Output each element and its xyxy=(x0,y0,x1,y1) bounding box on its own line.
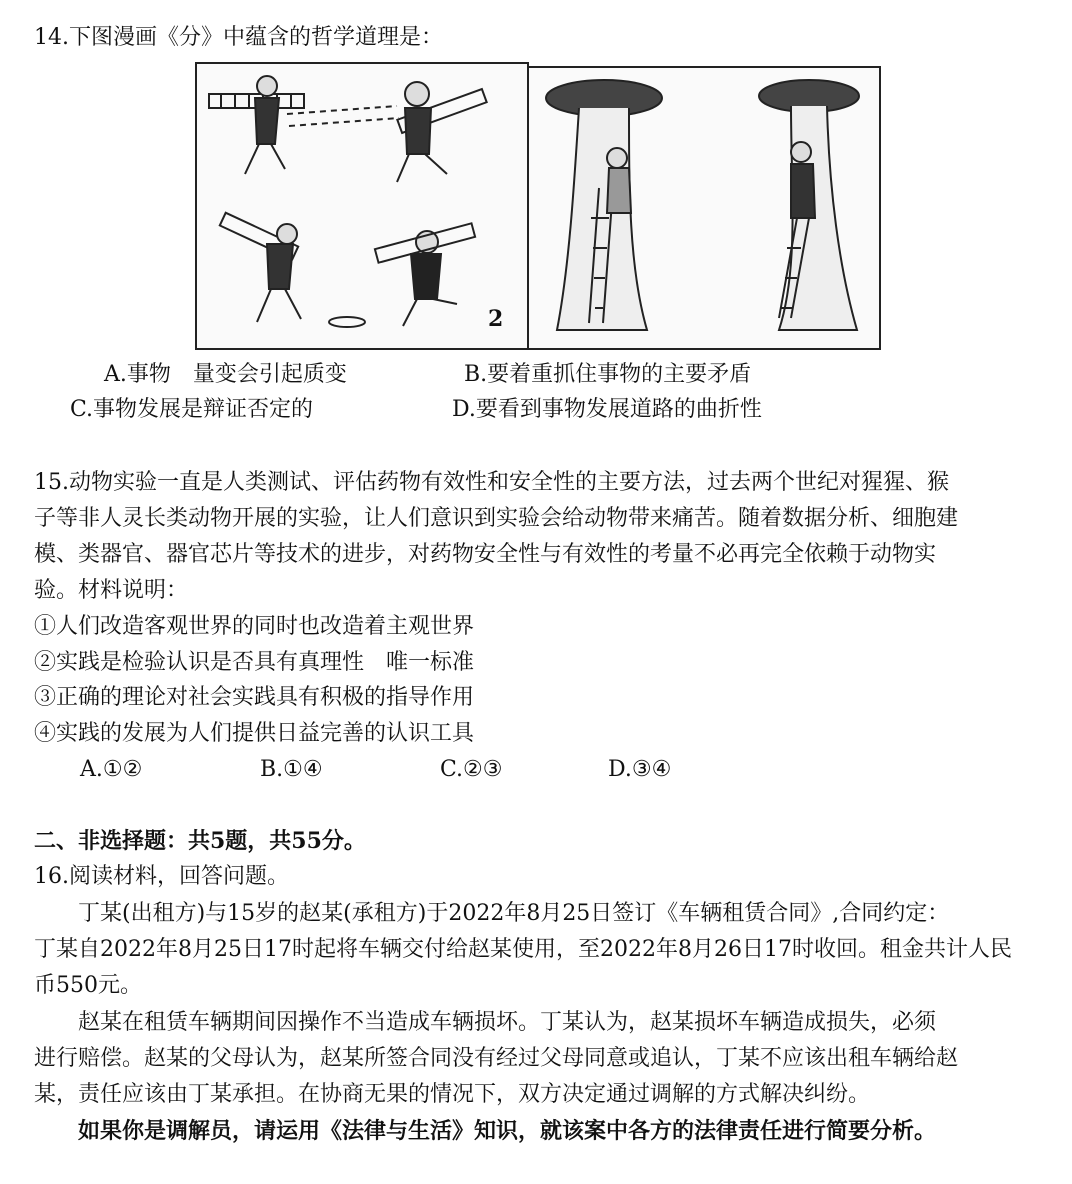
section-heading: 二、非选择题：共5题，共55分。 xyxy=(34,828,366,854)
q16-para2-line-2: 进行赔偿。赵某的父母认为，赵某所签合同没有经过父母同意或追认，丁某不应该出租车辆给赵 xyxy=(34,1046,959,1071)
q16-stem: 16.阅读材料，回答问题。 xyxy=(34,864,289,889)
q15-stem-line-3: 模、类器官、器官芯片等技术的进步，对药物安全性与有效性的考量不必再完全依赖于动物实 xyxy=(34,542,937,567)
q15-option-c[interactable]: C.②③ xyxy=(440,757,503,782)
q15-option-a[interactable]: A.①② xyxy=(80,757,143,782)
q14-stem: 14.下图漫画《分》中蕴含的哲学道理是： xyxy=(34,25,443,50)
q16-para2-line-3: 某，责任应该由丁某承担。在协商无果的情况下，双方决定通过调解的方式解决纠纷。 xyxy=(34,1082,871,1107)
q15-option-b[interactable]: B.①④ xyxy=(260,757,323,782)
q14-option-b[interactable]: B.要着重抓住事物的主要矛盾 xyxy=(464,362,752,387)
q16-question: 如果你是调解员，请运用《法律与生活》知识，就该案中各方的法律责任进行简要分析。 xyxy=(34,1118,937,1144)
q14-option-c[interactable]: C.事物发展是辩证否定的 xyxy=(70,397,314,422)
comic-panel-tree xyxy=(527,66,881,350)
q15-statement-4: ④实践的发展为人们提供日益完善的认识工具 xyxy=(34,721,475,746)
q15-stem-line-2: 子等非人灵长类动物开展的实验，让人们意识到实验会给动物带来痛苦。随着数据分析、细胞建 xyxy=(34,506,959,531)
comic-number: 2 xyxy=(488,306,504,332)
comic-panel-ladder xyxy=(195,62,529,350)
q15-stem-line-1: 15.动物实验一直是人类测试、评估药物有效性和安全性的主要方法，过去两个世纪对猩猩、猴 xyxy=(34,470,949,495)
q15-statement-3: ③正确的理论对社会实践具有积极的指导作用 xyxy=(34,685,475,710)
q14-option-a[interactable]: A.事物 量变会引起质变 xyxy=(104,362,347,387)
q16-para1-line-3: 币550元。 xyxy=(34,973,142,998)
q15-stem-line-4: 验。材料说明： xyxy=(34,578,189,603)
q15-statement-1: ①人们改造客观世界的同时也改造着主观世界 xyxy=(34,614,475,639)
ladder-carriers-illustration xyxy=(197,64,527,348)
q16-para1-line-1: 丁某(出租方)与15岁的赵某(承租方)于2022年8月25日签订《车辆租赁合同》,合同约定： xyxy=(34,901,950,926)
q14-option-d[interactable]: D.要看到事物发展道路的曲折性 xyxy=(452,397,762,422)
q15-option-d[interactable]: D.③④ xyxy=(608,757,672,782)
q15-statement-2: ②实践是检验认识是否具有真理性 唯一标准 xyxy=(34,650,475,675)
q16-para2-line-1: 赵某在租赁车辆期间因操作不当造成车辆损坏。丁某认为，赵某损坏车辆造成损失，必须 xyxy=(34,1010,937,1035)
tree-climbers-illustration xyxy=(529,68,879,348)
q16-para1-line-2: 丁某自2022年8月25日17时起将车辆交付给赵某使用，至2022年8月26日17时收回。租金共计人民 xyxy=(34,937,1012,962)
